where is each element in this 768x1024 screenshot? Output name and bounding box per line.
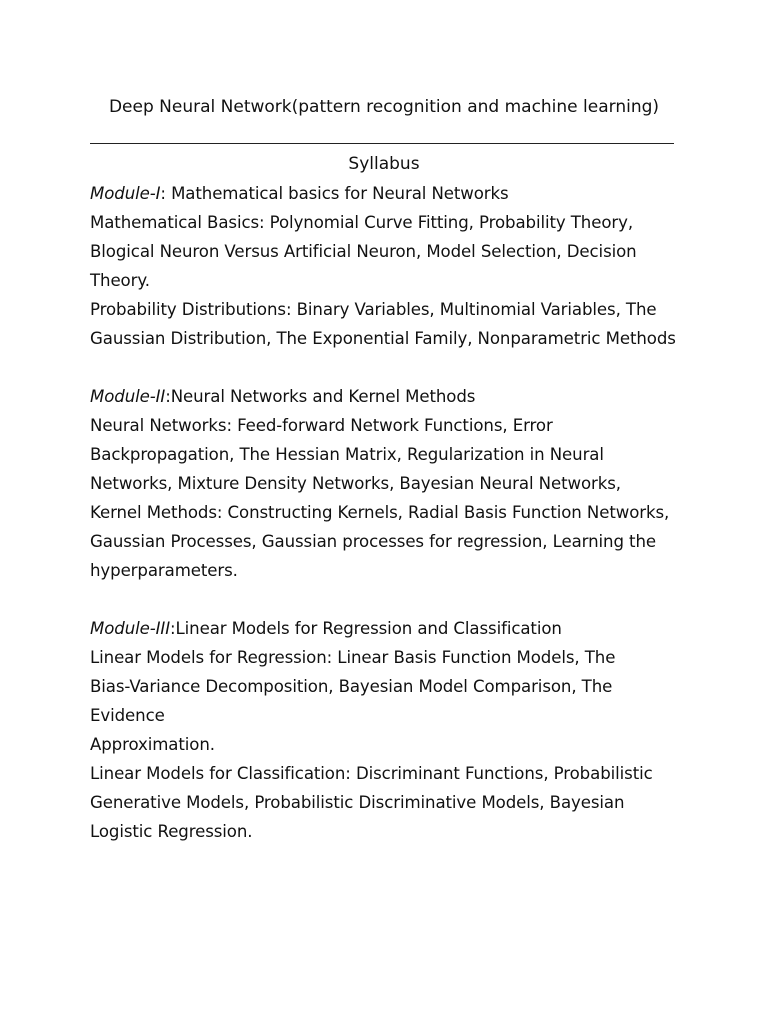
module-2-paragraph-1: Neural Networks: Feed-forward Network Functions, Error Backpropagation, The Hessian Matrix, Regularization in Neural Networks, Mixture Density Networks, Bayesian Neural Networks, Kernel Methods: Constructing Kernels, Radial Basis Function Networks, Gaussian Processes, Gaussian processes for regression, Learning the hyperparameters. — [90, 416, 670, 580]
module-3-separator: : — [170, 619, 176, 638]
syllabus-heading: Syllabus — [348, 154, 420, 174]
module-1-title: Mathematical basics for Neural Networks — [171, 184, 509, 203]
module-3-name: Module-III — [90, 619, 171, 638]
module-3-paragraph-2: Linear Models for Classification: Discriminant Functions, Probabilistic Generative Models, Probabilistic Discriminative Models, Bayesian Logistic Regression. — [90, 764, 653, 841]
module-2-separator: : — [165, 387, 171, 406]
syllabus-content — [90, 179, 690, 846]
document-title: Deep Neural Network(pattern recognition and machine learning) — [108, 97, 660, 117]
module-1-name: Module-I — [90, 184, 161, 203]
module-1-separator: : — [160, 184, 172, 203]
module-1-heading — [90, 179, 690, 208]
module-1-paragraph-1: Mathematical Basics: Polynomial Curve Fitting, Probability Theory, Blogical Neuron Versus Artificial Neuron, Model Selection, Decision Theory. — [90, 213, 637, 290]
module-1-paragraph-2: Probability Distributions: Binary Variables, Multinomial Variables, The Gaussian Distribution, The Exponential Family, Nonparametric Methods — [90, 300, 676, 348]
module-spacer — [90, 353, 690, 382]
module-3-title: Linear Models for Regression and Classification — [175, 619, 562, 638]
module-2-name: Module-II — [90, 387, 166, 406]
module-spacer — [90, 585, 690, 614]
module-2-heading — [90, 382, 690, 411]
module-2-title: Neural Networks and Kernel Methods — [170, 387, 476, 406]
title-underline — [90, 143, 674, 144]
module-3-paragraph-1: Linear Models for Regression: Linear Basis Function Models, The Bias-Variance Decomposition, Bayesian Model Comparison, The Evidence Approximation. — [90, 648, 616, 754]
module-3-heading — [90, 614, 690, 643]
